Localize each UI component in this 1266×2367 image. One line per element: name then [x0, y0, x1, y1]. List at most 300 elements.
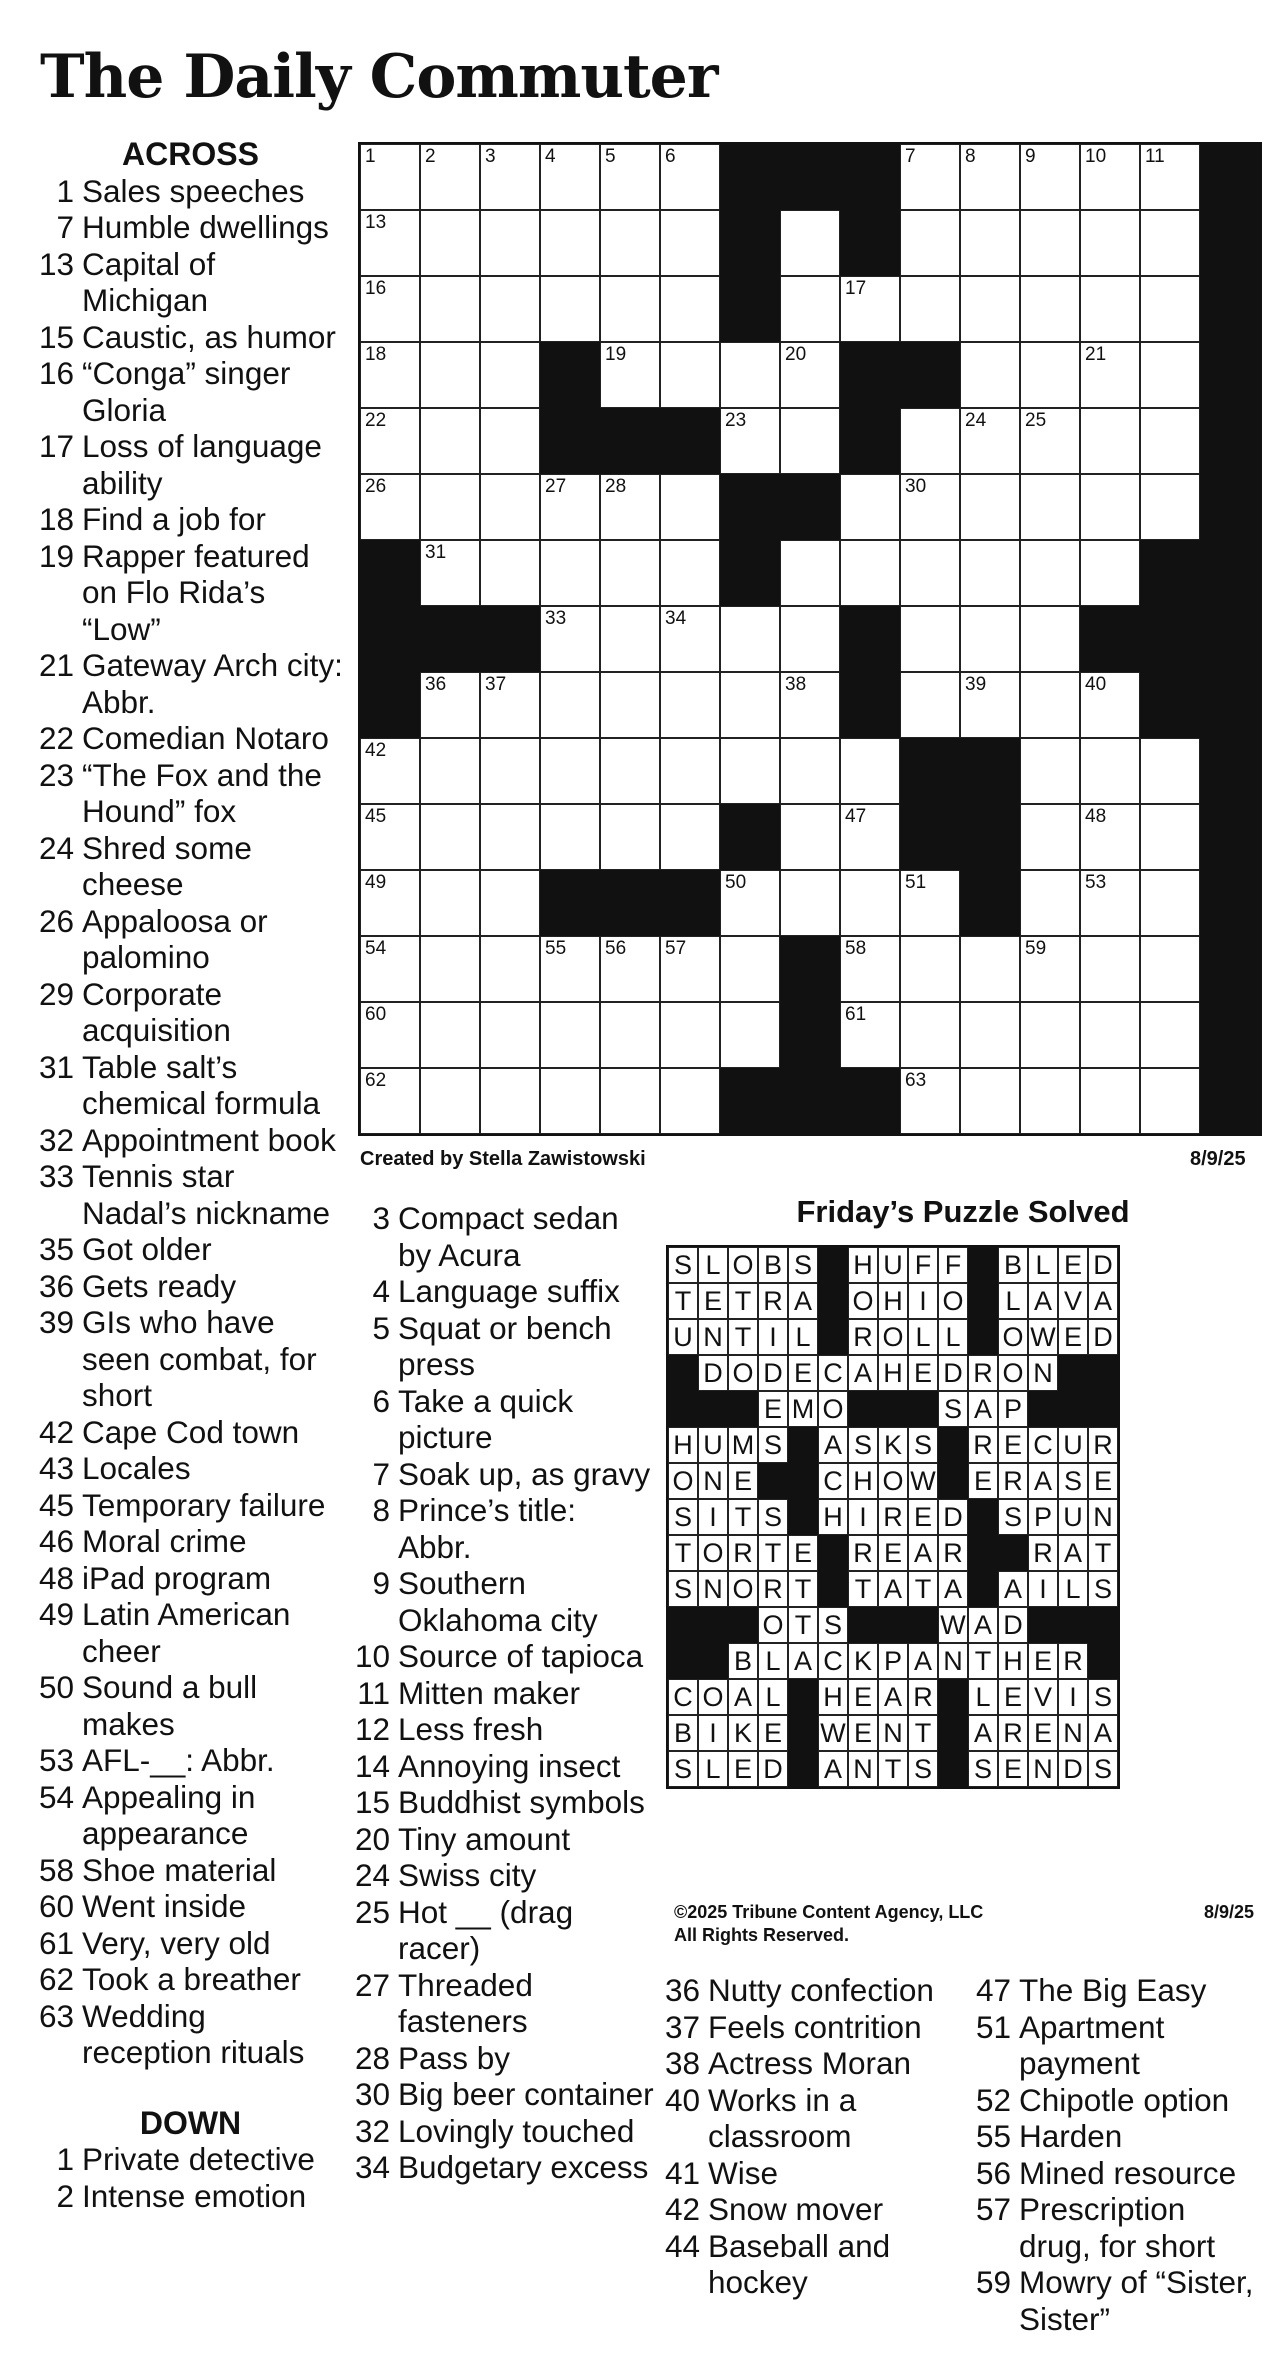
clue-number: 20 — [354, 1820, 390, 1857]
grid-cell[interactable] — [360, 1002, 420, 1068]
grid-cell[interactable] — [600, 1068, 660, 1134]
solution-letter: A — [1088, 1283, 1118, 1319]
solution-letter: A — [968, 1391, 998, 1427]
solution-black-square — [758, 1463, 788, 1499]
solution-letter: S — [788, 1247, 818, 1283]
grid-cell[interactable] — [660, 1002, 720, 1068]
grid-cell[interactable] — [480, 144, 540, 210]
solution-letter: A — [968, 1715, 998, 1751]
across-clue — [38, 501, 343, 538]
grid-cell[interactable] — [1080, 672, 1140, 738]
clue-text: Prince’s title: Abbr. — [398, 1492, 576, 1565]
grid-cell[interactable] — [1140, 936, 1200, 1002]
grid-cell[interactable] — [1020, 1068, 1080, 1134]
grid-cell[interactable] — [660, 606, 720, 672]
solution-letter: T — [758, 1535, 788, 1571]
grid-cell[interactable] — [1020, 276, 1080, 342]
cell-number: 54 — [365, 938, 387, 959]
grid-cell[interactable] — [600, 738, 660, 804]
rights: All Rights Reserved. — [674, 1925, 850, 1945]
grid-cell[interactable] — [480, 408, 540, 474]
grid-cell[interactable] — [660, 144, 720, 210]
cell-number: 36 — [425, 674, 447, 695]
down-clue — [664, 2228, 964, 2301]
down-clue — [354, 1675, 654, 1712]
grid-cell[interactable] — [480, 342, 540, 408]
solution-black-square — [728, 1607, 758, 1643]
solution-letter: B — [998, 1247, 1028, 1283]
grid-cell[interactable] — [1080, 738, 1140, 804]
solution-letter: T — [668, 1535, 698, 1571]
grid-cell[interactable] — [1080, 936, 1140, 1002]
clue-number: 1 — [56, 2141, 74, 2177]
solution-letter: E — [1028, 1715, 1058, 1751]
grid-cell[interactable] — [780, 342, 840, 408]
solution-black-square — [818, 1247, 848, 1283]
grid-cell[interactable] — [420, 474, 480, 540]
grid-cell[interactable] — [540, 1002, 600, 1068]
grid-cell[interactable] — [480, 540, 540, 606]
solution-black-square — [788, 1427, 818, 1463]
clue-number: 51 — [975, 2008, 1011, 2045]
grid-cell[interactable] — [600, 342, 660, 408]
grid-cell[interactable] — [960, 408, 1020, 474]
solution-black-square — [1058, 1355, 1088, 1391]
clue-text: Apartment payment — [1019, 2008, 1165, 2081]
grid-cell[interactable] — [480, 276, 540, 342]
down-clue — [38, 2178, 343, 2215]
across-clue — [38, 757, 343, 830]
solution-letter: O — [818, 1391, 848, 1427]
solution-grid — [666, 1245, 1120, 1789]
grid-cell[interactable] — [900, 606, 960, 672]
grid-cell[interactable] — [540, 210, 600, 276]
solution-letter: L — [998, 1283, 1028, 1319]
grid-cell[interactable] — [1080, 474, 1140, 540]
solution-letter: K — [848, 1643, 878, 1679]
grid-cell[interactable] — [1080, 210, 1140, 276]
grid-cell[interactable] — [420, 936, 480, 1002]
grid-cell[interactable] — [1020, 408, 1080, 474]
grid-cell[interactable] — [1020, 1002, 1080, 1068]
across-clue — [38, 1231, 343, 1268]
black-square — [780, 1002, 840, 1068]
grid-cell[interactable] — [660, 936, 720, 1002]
grid-cell[interactable] — [600, 210, 660, 276]
grid-cell[interactable] — [420, 408, 480, 474]
cell-number: 10 — [1085, 146, 1107, 167]
grid-cell[interactable] — [840, 276, 900, 342]
clue-column-1 — [38, 136, 343, 2214]
grid-cell[interactable] — [1140, 804, 1200, 870]
clue-number: 32 — [354, 2112, 390, 2149]
solution-letter: I — [698, 1715, 728, 1751]
solution-black-square — [1088, 1391, 1118, 1427]
clue-number: 23 — [38, 756, 74, 793]
grid-cell[interactable] — [420, 1068, 480, 1134]
down-clue — [354, 1565, 654, 1638]
grid-cell[interactable] — [900, 1002, 960, 1068]
grid-cell[interactable] — [960, 936, 1020, 1002]
clue-text: Capital of Michigan — [82, 245, 216, 318]
grid-cell[interactable] — [1140, 342, 1200, 408]
cell-number: 18 — [365, 344, 387, 365]
grid-cell[interactable] — [1140, 870, 1200, 936]
grid-cell[interactable] — [360, 738, 420, 804]
grid-cell[interactable] — [420, 540, 480, 606]
clue-text: GIs who have seen combat, for short — [82, 1304, 317, 1413]
solution-letter: E — [1058, 1319, 1088, 1355]
grid-cell[interactable] — [600, 936, 660, 1002]
grid-cell[interactable] — [540, 738, 600, 804]
grid-cell[interactable] — [840, 474, 900, 540]
grid-cell[interactable] — [420, 210, 480, 276]
grid-cell[interactable] — [360, 408, 420, 474]
solution-letter: E — [908, 1499, 938, 1535]
solution-letter: S — [758, 1427, 788, 1463]
grid-cell[interactable] — [360, 936, 420, 1002]
across-clue — [38, 319, 343, 356]
grid-cell[interactable] — [660, 342, 720, 408]
grid-cell[interactable] — [1080, 870, 1140, 936]
cell-number: 50 — [725, 872, 747, 893]
solution-black-square — [728, 1391, 758, 1427]
grid-cell[interactable] — [600, 606, 660, 672]
grid-cell[interactable] — [480, 738, 540, 804]
solution-letter: S — [668, 1247, 698, 1283]
clue-number: 14 — [354, 1747, 390, 1784]
clue-number: 9 — [372, 1565, 390, 1601]
grid-cell[interactable] — [1020, 672, 1080, 738]
grid-cell[interactable] — [900, 672, 960, 738]
solution-letter: D — [1058, 1751, 1088, 1787]
clue-number: 30 — [354, 2076, 390, 2112]
solution-black-square — [908, 1607, 938, 1643]
clue-number: 61 — [38, 1924, 74, 1961]
grid-cell[interactable] — [1020, 474, 1080, 540]
cell-number: 1 — [365, 146, 376, 167]
grid-cell[interactable] — [1020, 342, 1080, 408]
cell-number: 37 — [485, 674, 507, 695]
grid-cell[interactable] — [900, 276, 960, 342]
grid-cell[interactable] — [480, 1002, 540, 1068]
solution-letter: A — [998, 1571, 1028, 1607]
clue-number: 59 — [975, 2264, 1011, 2300]
grid-cell[interactable] — [420, 738, 480, 804]
grid-cell[interactable] — [780, 738, 840, 804]
grid-cell[interactable] — [660, 276, 720, 342]
cell-number: 58 — [845, 938, 867, 959]
grid-cell[interactable] — [360, 210, 420, 276]
clue-text: Southern Oklahoma city — [398, 1565, 598, 1638]
clue-number: 43 — [38, 1450, 74, 1486]
across-clue — [38, 1925, 343, 1962]
solution-letter: O — [728, 1247, 758, 1283]
grid-cell[interactable] — [480, 474, 540, 540]
grid-cell[interactable] — [960, 144, 1020, 210]
solution-letter: I — [698, 1499, 728, 1535]
solution-letter: I — [758, 1319, 788, 1355]
down-clue — [354, 1894, 654, 1967]
solution-letter: P — [998, 1391, 1028, 1427]
grid-cell[interactable] — [360, 144, 420, 210]
solution-letter: T — [668, 1283, 698, 1319]
grid-cell[interactable] — [720, 408, 780, 474]
grid-cell[interactable] — [1080, 276, 1140, 342]
grid-cell[interactable] — [1020, 738, 1080, 804]
grid-cell[interactable] — [1020, 540, 1080, 606]
grid-cell[interactable] — [660, 540, 720, 606]
grid-cell[interactable] — [600, 1002, 660, 1068]
across-clue — [38, 647, 343, 720]
solution-letter: V — [1058, 1283, 1088, 1319]
solution-letter: H — [668, 1427, 698, 1463]
grid-cell[interactable] — [900, 870, 960, 936]
solution-black-square — [818, 1319, 848, 1355]
grid-cell[interactable] — [1080, 144, 1140, 210]
grid-cell[interactable] — [900, 540, 960, 606]
grid-cell[interactable] — [1020, 936, 1080, 1002]
black-square — [960, 870, 1020, 936]
solution-letter: H — [848, 1463, 878, 1499]
grid-cell[interactable] — [360, 804, 420, 870]
grid-cell[interactable] — [720, 672, 780, 738]
grid-cell[interactable] — [480, 672, 540, 738]
grid-cell[interactable] — [960, 210, 1020, 276]
solution-letter: T — [788, 1571, 818, 1607]
black-square — [660, 408, 720, 474]
cell-number: 27 — [545, 476, 567, 497]
clue-number: 1 — [56, 172, 74, 209]
grid-cell[interactable] — [660, 1068, 720, 1134]
grid-cell[interactable] — [900, 408, 960, 474]
grid-cell[interactable] — [1080, 408, 1140, 474]
clue-number: 5 — [372, 1309, 390, 1346]
grid-cell[interactable] — [540, 936, 600, 1002]
grid-cell[interactable] — [780, 276, 840, 342]
grid-cell[interactable] — [1140, 276, 1200, 342]
grid-cell[interactable] — [1020, 870, 1080, 936]
solution-black-square — [788, 1715, 818, 1751]
down-clue — [354, 1492, 654, 1565]
grid-cell[interactable] — [1140, 474, 1200, 540]
cell-number: 4 — [545, 146, 556, 167]
grid-cell[interactable] — [1140, 1068, 1200, 1134]
grid-cell[interactable] — [960, 1068, 1020, 1134]
solution-letter: L — [1058, 1571, 1088, 1607]
solution-letter: S — [668, 1571, 698, 1607]
black-square — [720, 1068, 780, 1134]
cell-number: 60 — [365, 1004, 387, 1025]
grid-cell[interactable] — [780, 408, 840, 474]
solution-black-square — [1028, 1607, 1058, 1643]
grid-cell[interactable] — [660, 474, 720, 540]
grid-cell[interactable] — [960, 672, 1020, 738]
solution-black-square — [698, 1643, 728, 1679]
grid-cell[interactable] — [780, 870, 840, 936]
grid-cell[interactable] — [960, 1002, 1020, 1068]
solution-letter: E — [728, 1463, 758, 1499]
grid-cell[interactable] — [420, 1002, 480, 1068]
solution-letter: S — [1088, 1679, 1118, 1715]
grid-cell[interactable] — [360, 276, 420, 342]
grid-cell[interactable] — [1080, 804, 1140, 870]
solution-letter: T — [728, 1283, 758, 1319]
cell-number: 5 — [605, 146, 616, 167]
grid-cell[interactable] — [900, 936, 960, 1002]
grid-cell[interactable] — [840, 1002, 900, 1068]
solution-letter: H — [878, 1283, 908, 1319]
across-clue — [38, 1049, 343, 1122]
clue-text: Mitten maker — [398, 1674, 581, 1711]
cell-number: 63 — [905, 1070, 927, 1091]
solution-letter: T — [848, 1571, 878, 1607]
grid-cell[interactable] — [540, 474, 600, 540]
clue-text: Intense emotion — [82, 2177, 307, 2214]
grid-cell[interactable] — [360, 870, 420, 936]
grid-cell[interactable] — [960, 540, 1020, 606]
grid-cell[interactable] — [600, 804, 660, 870]
grid-cell[interactable] — [420, 870, 480, 936]
grid-cell[interactable] — [360, 474, 420, 540]
solution-letter: O — [878, 1463, 908, 1499]
grid-cell[interactable] — [480, 870, 540, 936]
grid-cell[interactable] — [900, 1068, 960, 1134]
across-clue — [38, 1669, 343, 1742]
clue-number: 18 — [38, 501, 74, 537]
grid-cell[interactable] — [1140, 1002, 1200, 1068]
grid-cell[interactable] — [540, 1068, 600, 1134]
grid-cell[interactable] — [1020, 210, 1080, 276]
grid-cell[interactable] — [540, 276, 600, 342]
solution-letter: D — [938, 1499, 968, 1535]
grid-cell[interactable] — [780, 540, 840, 606]
solution-letter: O — [938, 1283, 968, 1319]
grid-cell[interactable] — [1080, 540, 1140, 606]
grid-cell[interactable] — [420, 276, 480, 342]
grid-cell[interactable] — [540, 672, 600, 738]
solution-letter: L — [698, 1751, 728, 1787]
grid-cell[interactable] — [1140, 408, 1200, 474]
grid-cell[interactable] — [1080, 342, 1140, 408]
grid-cell[interactable] — [900, 474, 960, 540]
solution-letter: O — [728, 1355, 758, 1391]
clue-text: Wedding reception rituals — [82, 1997, 305, 2070]
grid-cell[interactable] — [900, 210, 960, 276]
grid-cell[interactable] — [720, 1002, 780, 1068]
grid-cell[interactable] — [720, 606, 780, 672]
grid-cell[interactable] — [960, 342, 1020, 408]
solution-letter: R — [758, 1283, 788, 1319]
grid-cell[interactable] — [1140, 210, 1200, 276]
clue-number: 25 — [354, 1893, 390, 1930]
grid-cell[interactable] — [1080, 1068, 1140, 1134]
solution-black-square — [968, 1283, 998, 1319]
clue-number: 29 — [38, 975, 74, 1012]
grid-cell[interactable] — [720, 738, 780, 804]
clue-number: 24 — [38, 829, 74, 866]
grid-cell[interactable] — [540, 804, 600, 870]
grid-cell[interactable] — [420, 342, 480, 408]
solution-black-square — [938, 1679, 968, 1715]
solution-letter: E — [908, 1355, 938, 1391]
solution-letter: A — [848, 1355, 878, 1391]
grid-cell[interactable] — [780, 672, 840, 738]
black-square — [360, 540, 420, 606]
grid-cell[interactable] — [600, 144, 660, 210]
grid-cell[interactable] — [420, 144, 480, 210]
grid-cell[interactable] — [1080, 1002, 1140, 1068]
cell-number: 26 — [365, 476, 387, 497]
solution-letter: O — [848, 1283, 878, 1319]
black-square — [1080, 606, 1140, 672]
grid-cell[interactable] — [1140, 144, 1200, 210]
solution-letter: B — [728, 1643, 758, 1679]
grid-cell[interactable] — [840, 738, 900, 804]
grid-cell[interactable] — [1140, 738, 1200, 804]
clue-text: Buddhist symbols — [398, 1784, 645, 1820]
grid-cell[interactable] — [780, 210, 840, 276]
grid-cell[interactable] — [1020, 606, 1080, 672]
grid-cell[interactable] — [660, 672, 720, 738]
across-clue — [38, 1742, 343, 1779]
grid-cell[interactable] — [720, 870, 780, 936]
grid-cell[interactable] — [1020, 804, 1080, 870]
grid-cell[interactable] — [900, 144, 960, 210]
clue-text: Prescription drug, for short — [1019, 2191, 1216, 2264]
grid-cell[interactable] — [480, 804, 540, 870]
solution-letter: A — [938, 1571, 968, 1607]
grid-cell[interactable] — [420, 804, 480, 870]
grid-cell[interactable] — [360, 1068, 420, 1134]
clue-text: Source of tapioca — [398, 1638, 644, 1674]
grid-cell[interactable] — [960, 276, 1020, 342]
solution-letter: H — [878, 1355, 908, 1391]
grid-cell[interactable] — [660, 210, 720, 276]
grid-cell[interactable] — [840, 870, 900, 936]
clue-number: 12 — [354, 1711, 390, 1747]
grid-cell[interactable] — [540, 606, 600, 672]
grid-cell[interactable] — [720, 936, 780, 1002]
grid-cell[interactable] — [1020, 144, 1080, 210]
grid-cell[interactable] — [780, 606, 840, 672]
grid-cell[interactable] — [600, 540, 660, 606]
grid-cell[interactable] — [840, 804, 900, 870]
grid-cell[interactable] — [360, 342, 420, 408]
clue-text: Shoe material — [82, 1851, 277, 1888]
grid-cell[interactable] — [480, 210, 540, 276]
grid-cell[interactable] — [600, 276, 660, 342]
grid-cell[interactable] — [420, 672, 480, 738]
grid-cell[interactable] — [720, 342, 780, 408]
grid-cell[interactable] — [480, 936, 540, 1002]
grid-cell[interactable] — [660, 804, 720, 870]
grid-cell[interactable] — [600, 474, 660, 540]
across-clue — [38, 1304, 343, 1414]
grid-cell[interactable] — [540, 144, 600, 210]
grid-cell[interactable] — [960, 474, 1020, 540]
grid-cell[interactable] — [480, 1068, 540, 1134]
grid-cell[interactable] — [540, 540, 600, 606]
grid-cell[interactable] — [600, 672, 660, 738]
grid-cell[interactable] — [840, 936, 900, 1002]
grid-cell[interactable] — [840, 540, 900, 606]
grid-cell[interactable] — [960, 606, 1020, 672]
clue-text: Cape Cod town — [82, 1413, 300, 1450]
black-square — [540, 342, 600, 408]
grid-cell[interactable] — [780, 804, 840, 870]
grid-cell[interactable] — [660, 738, 720, 804]
